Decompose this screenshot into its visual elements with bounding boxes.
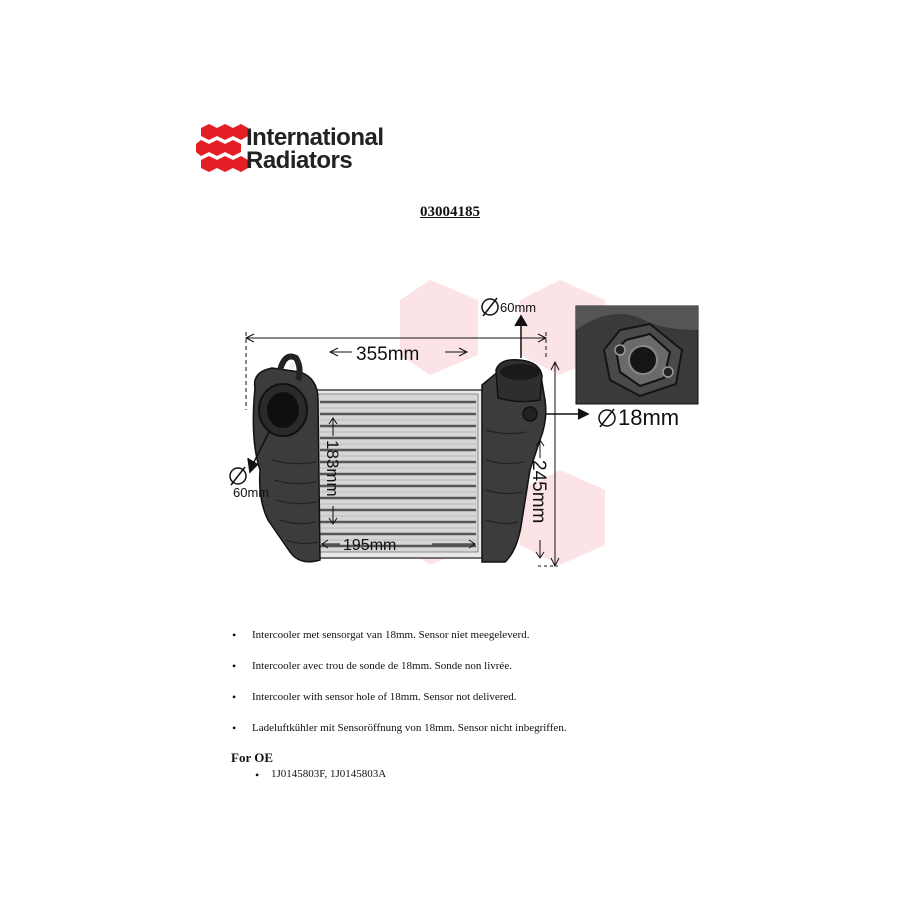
oe-heading: For OE xyxy=(231,750,274,765)
part-number: 03004185 xyxy=(420,204,480,220)
dimension-length-label: 355mm xyxy=(356,344,420,365)
description-list xyxy=(230,628,790,752)
dimension-inlet-top-label: 60mm xyxy=(500,300,537,315)
description-item-nl: • Intercooler met sensorgat van 18mm. Sensor niet meegeleverd. xyxy=(230,628,790,659)
oe-numbers: • 1J0145803F, 1J0145803A xyxy=(255,768,386,780)
dimension-height-label: 245mm xyxy=(528,460,549,524)
dimension-inlet-left-label: 60mm xyxy=(233,485,270,500)
sensor-detail-inset xyxy=(576,306,698,404)
dimension-core-width-label: 195mm xyxy=(343,537,397,554)
brand-name-line1: International xyxy=(246,124,384,151)
dimension-sensor-label: 18mm xyxy=(618,405,680,430)
description-item-en: • Intercooler with sensor hole of 18mm. Sensor not delivered. xyxy=(230,690,790,721)
left-tank xyxy=(253,357,320,562)
brand-name-line2: Radiators xyxy=(246,147,353,174)
dimension-core-height-label: 183mm xyxy=(323,440,342,497)
description-item-de: • Ladeluftkühler mit Sensoröffnung von 18mm. Sensor nicht inbegriffen. xyxy=(230,721,790,752)
description-item-fr: • Intercooler avec trou de sonde de 18mm. Sonde non livrée. xyxy=(230,659,790,690)
